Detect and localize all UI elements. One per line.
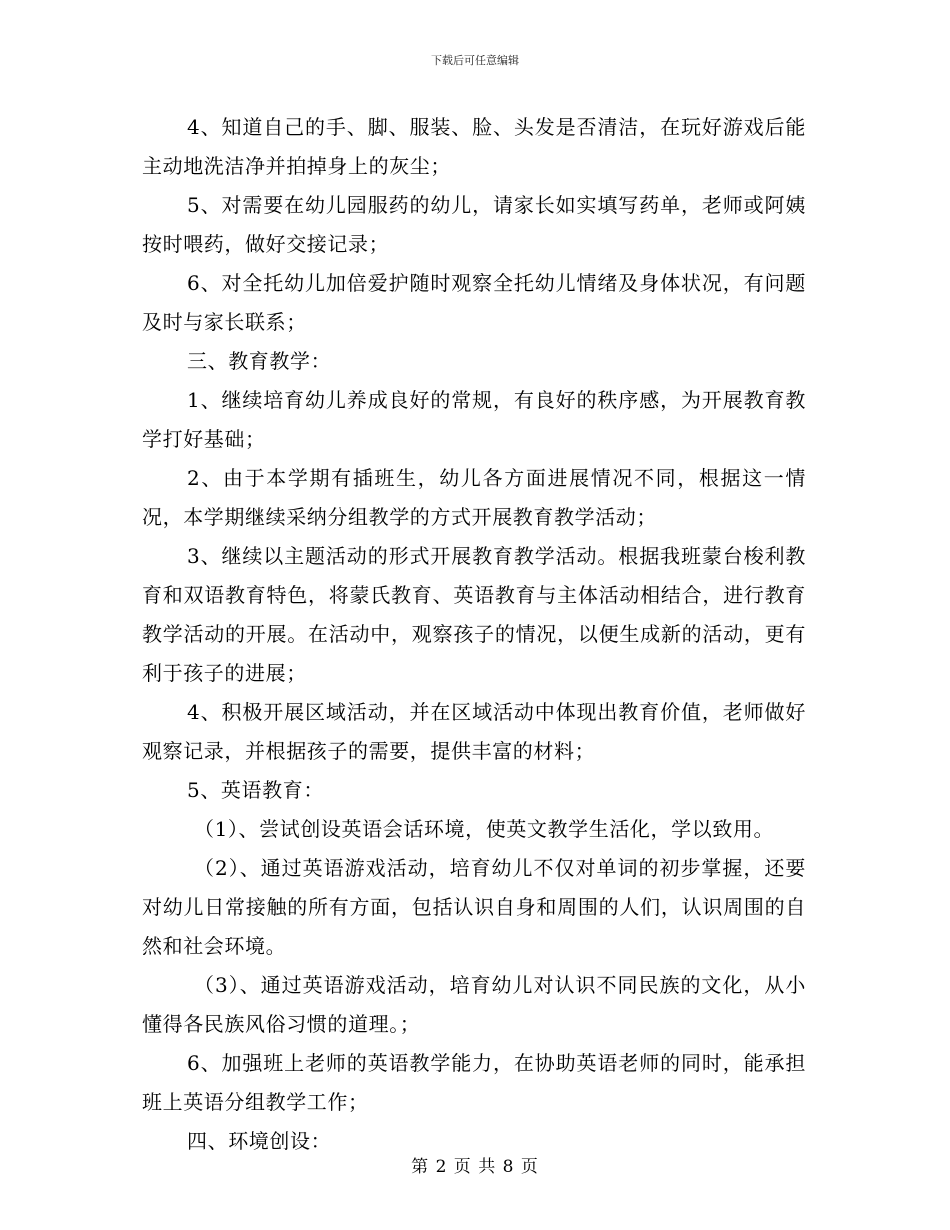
paragraph: 6、对全托幼儿加倍爱护随时观察全托幼儿情绪及身体状况，有问题及时与家长联系； xyxy=(142,271,806,334)
paragraph: 1、继续培育幼儿养成良好的常规，有良好的秩序感，为开展教育教学打好基础； xyxy=(142,388,806,451)
sub-paragraph: （1）、尝试创设英语会话环境，使英文教学生活化，学以致用。 xyxy=(194,817,775,841)
sub-paragraph: （3）、通过英语游戏活动，培育幼儿对认识不同民族的文化，从小懂得各民族风俗习惯的道理。； xyxy=(142,973,806,1036)
paragraph: 4、积极开展区域活动，并在区域活动中体现出教育价值，老师做好观察记录，并根据孩子的需要，提供丰富的材料； xyxy=(142,700,806,763)
paragraph: 3、继续以主题活动的形式开展教育教学活动。根据我班蒙台梭利教育和双语教育特色，将蒙氏教育、英语教育与主体活动相结合，进行教育教学活动的开展。在活动中，观察孩子的情况，以便生成新的活动，更有利于孩子的进展； xyxy=(142,544,806,685)
paragraph: 5、英语教育： xyxy=(187,778,324,802)
paragraph: 2、由于本学期有插班生，幼儿各方面进展情况不同，根据这一情况，本学期继续采纳分组教学的方式开展教育教学活动； xyxy=(142,466,806,529)
page-header-note: 下载后可任意编辑 xyxy=(431,54,519,67)
paragraph: 4、知道自己的手、脚、服装、脸、头发是否清洁，在玩好游戏后能主动地洗洁净并拍掉身上的灰尘； xyxy=(142,115,806,178)
section-heading: 四、环境创设： xyxy=(187,1129,332,1153)
document-body xyxy=(142,108,806,1161)
sub-paragraph: （2）、通过英语游戏活动，培育幼儿不仅对单词的初步掌握，还要对幼儿日常接触的所有方面，包括认识自身和周围的人们，认识周围的自然和社会环境。 xyxy=(142,856,806,958)
paragraph: 5、对需要在幼儿园服药的幼儿，请家长如实填写药单，老师或阿姨按时喂药，做好交接记录； xyxy=(142,193,806,256)
page-number-footer: 第 2 页 共 8 页 xyxy=(411,1157,539,1177)
section-heading: 三、教育教学： xyxy=(187,349,332,373)
paragraph: 6、加强班上老师的英语教学能力，在协助英语老师的同时，能承担班上英语分组教学工作； xyxy=(142,1051,806,1114)
